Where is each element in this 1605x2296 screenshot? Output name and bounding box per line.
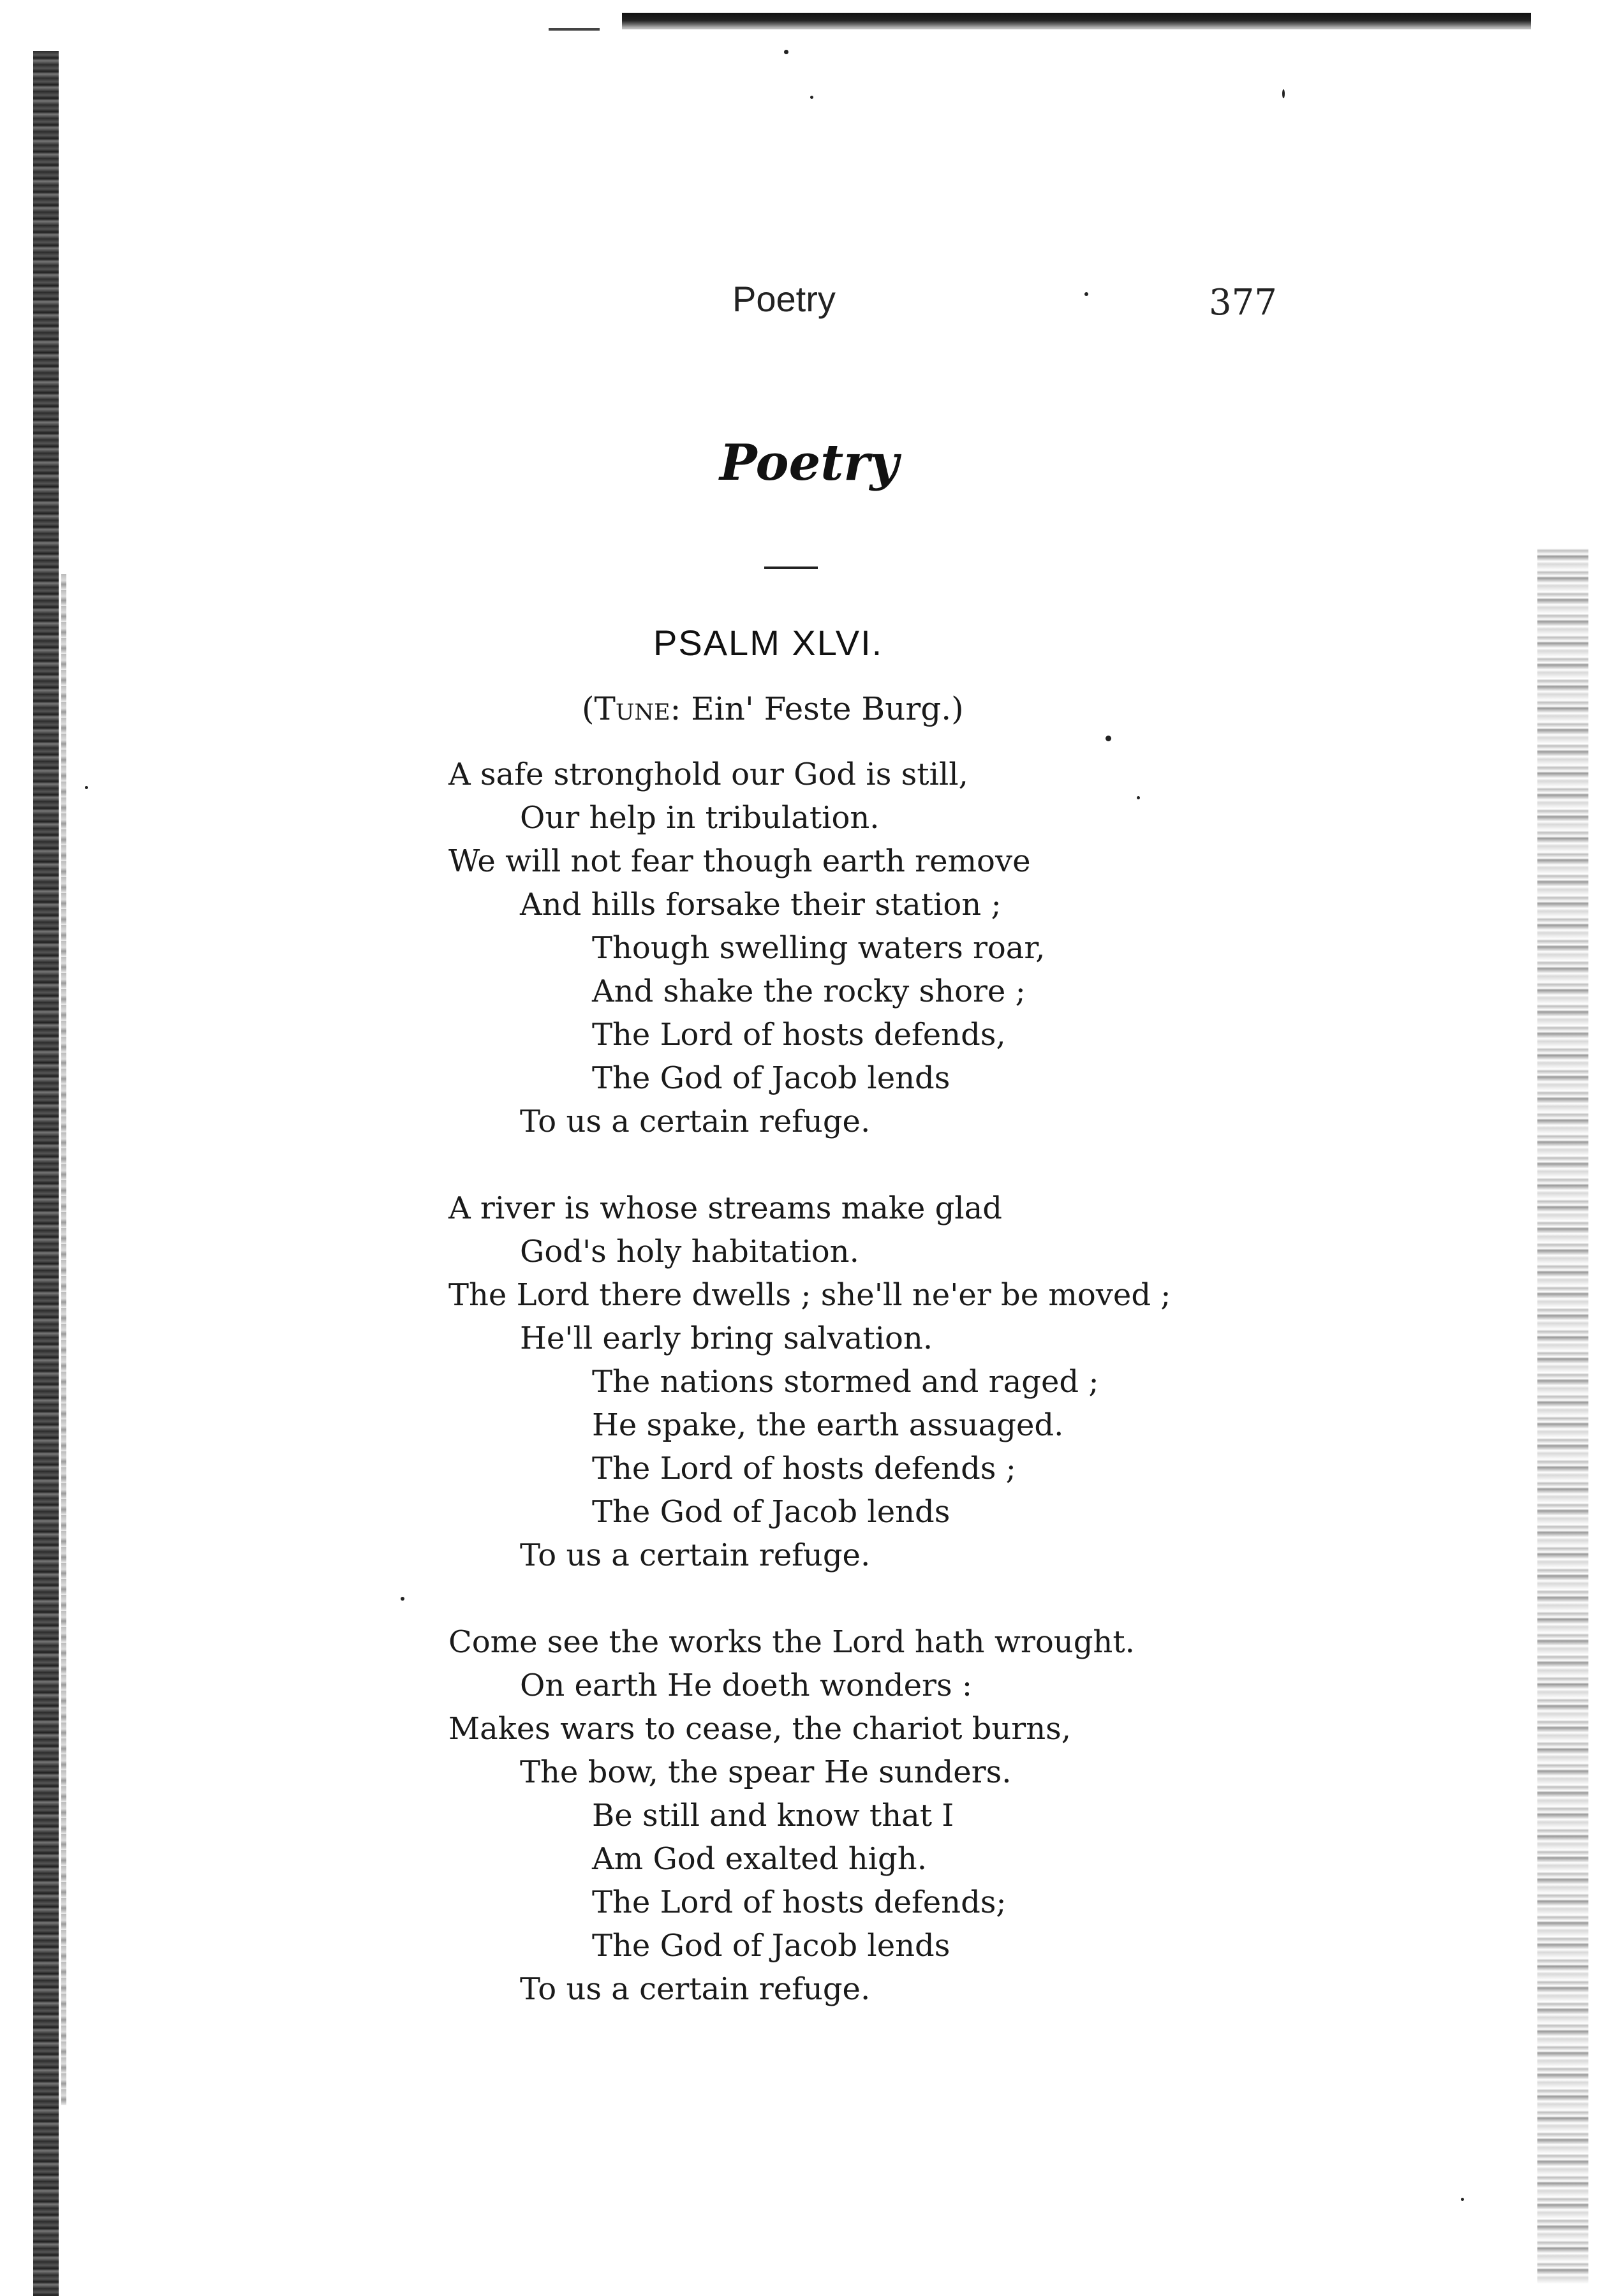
verse-line: And shake the rocky shore ; [592,974,1026,1009]
verse-line: To us a certain refuge. [520,1537,871,1573]
tune-name: Ein' Feste Burg. [691,690,952,727]
verse-line: We will not fear though earth remove [448,843,1031,879]
section-heading: Poetry [720,434,899,492]
verse-line: Come see the works the Lord hath wrought. [448,1624,1135,1660]
verse-line: Though swelling waters roar, [592,930,1046,966]
scan-speck [401,1597,404,1601]
verse-line: The Lord there dwells ; she'll ne'er be moved ; [448,1277,1171,1313]
verse-line: The God of Jacob lends [592,1494,950,1530]
scan-speck [1282,89,1285,98]
verse-line: The nations stormed and raged ; [592,1364,1099,1400]
verse-line: The God of Jacob lends [592,1060,950,1096]
scan-speck [784,50,788,54]
verse-line: Makes wars to cease, the chariot burns, [448,1711,1072,1747]
scan-mark-top [549,28,600,31]
scan-speck [810,96,813,99]
tune-separator: : [670,690,692,727]
verse-line: To us a certain refuge. [520,1971,871,2007]
verse-line: Am God exalted high. [592,1841,927,1877]
scan-speck [1461,2198,1464,2201]
verse-line: And hills forsake their station ; [520,887,1002,922]
verse-line: The Lord of hosts defends; [592,1885,1007,1920]
verse-line: He spake, the earth assuaged. [592,1407,1064,1443]
verse-line: The Lord of hosts defends, [592,1017,1006,1053]
verse-line: To us a certain refuge. [520,1104,871,1139]
scan-border-left-inner [61,574,66,2105]
verse-line: On earth He doeth wonders : [520,1668,973,1703]
scan-border-top [622,13,1531,29]
running-head: Poetry [732,279,836,319]
tune-open-paren: ( [582,690,595,727]
page-number: 377 [1209,282,1277,323]
tune-close-paren: ) [951,690,964,727]
tune-label: Tune [594,690,670,727]
scan-border-left [33,51,59,2296]
verse-line: Be still and know that I [592,1798,954,1833]
tune-line [582,690,964,727]
scan-speck [1137,796,1140,799]
verse-line: He'll early bring salvation. [520,1321,933,1356]
verse-line: A safe stronghold our God is still, [448,757,968,792]
verse-line: Our help in tribulation. [520,800,880,836]
scan-speck [85,786,88,789]
verse-line: The bow, the spear He sunders. [520,1754,1012,1790]
scan-border-right [1537,549,1588,2284]
verse-line: The God of Jacob lends [592,1928,950,1964]
verse-line: The Lord of hosts defends ; [592,1451,1016,1486]
psalm-title: PSALM XLVI. [653,623,884,663]
title-rule [764,567,818,569]
verse-line: A river is whose streams make glad [448,1190,1002,1226]
scan-speck [1084,292,1088,296]
scan-speck [1106,736,1111,741]
verse-line: God's holy habitation. [520,1234,859,1270]
